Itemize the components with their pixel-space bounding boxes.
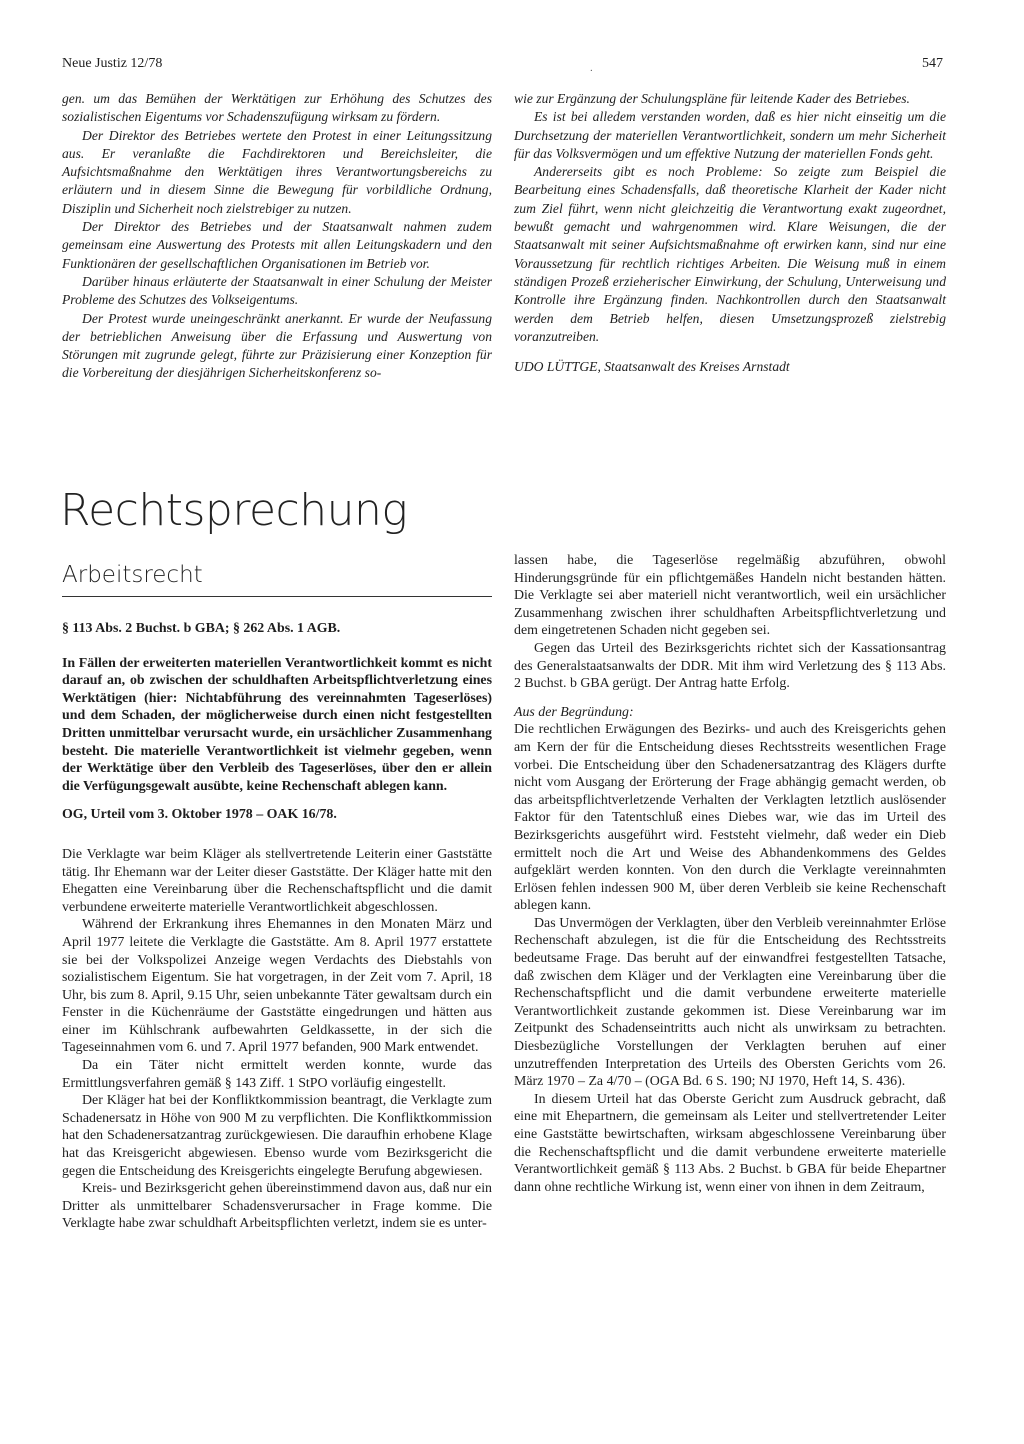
headnote: In Fällen der erweiterten materiellen Verantwortlichkeit kommt es nicht darauf an, ob zwischen der schuldhaften Arbeitspflichtverletzung eines Werktätigen (hier: Nichtabführung des vereinnahmten Tageserlöses) und dem Schaden, der möglicherweise durch einen nicht festgestellten Dritten unmittelbar verursacht wurde, ein ursächlicher Zusammenhang besteht. Die materielle Verantwortlichkeit ist vielmehr gegeben, wenn der Werktätige über den Verbleib des Tageserlöses, über den er allein die Verfügungsgewalt ausübte, keine Rechenschaft ablegen kann. [62, 655, 492, 794]
paragraph: Die Verklagte war beim Kläger als stellvertretende Leiterin einer Gaststätte tätig. Ihr Ehemann war der Leiter dieser Gaststätte. Der Kläger hatte mit den Ehegatten eine Vereinbarung über die Rechenschaftspflicht und die damit verbundene erweiterte materielle Verantwortlichkeit abgeschlossen. [62, 846, 492, 915]
paragraph: wie zur Ergänzung der Schulungspläne für leitende Kader des Betriebes. [514, 91, 910, 106]
case-left-column [62, 620, 492, 1233]
paragraph: Kreis- und Bezirksgericht gehen übereinstimmend davon aus, daß nur ein Dritter als unmittelbarer Schadensverursacher in Frage komme. Die Verklagte habe zwar schuldhaft Arbeitspflichten verletzt, indem sie es unter- [62, 1181, 492, 1232]
article-continuation-left [62, 90, 492, 383]
paragraph: lassen habe, die Tageserlöse regelmäßig abzuführen, obwohl Hinderungsgründe für ein pflichtgemäßes Handeln nicht bestanden hätten. Die Verklagte sei aber materiell nicht verantwortlich, weil ein ursächlicher Zusammenhang zwischen ihrer schuldhaften Arbeitspflichtverletzung und dem eingetretenen Schaden nicht gegeben sei. [514, 553, 946, 639]
legal-citation: § 113 Abs. 2 Buchst. b GBA; § 262 Abs. 1 AGB. [62, 621, 341, 636]
reasons-heading: Aus der Begründung: [514, 704, 634, 720]
paragraph: Es ist bei alledem verstanden worden, daß es hier nicht einseitig um die Durchsetzung der materiellen Verantwortlichkeit, sondern um mehr Sicherheit für das Volksvermögen und um effektive Nutzung der materiellen Fonds geht. [514, 109, 946, 161]
header-mark: . [590, 62, 593, 74]
paragraph: Der Direktor des Betriebes und der Staatsanwalt nahmen zudem gemeinsam eine Auswertung des Protests mit allen Leitungskadern und den Funktionären der gesellschaftlichen Organisationen im Betrieb vor. [62, 219, 492, 271]
journal-header: Neue Justiz 12/78 [62, 56, 163, 71]
subsection-title: Arbeitsrecht [62, 562, 203, 588]
page-number: 547 [922, 56, 943, 71]
paragraph: Das Unvermögen der Verklagten, über den Verbleib vereinnahmter Erlöse Rechenschaft abzulegen, ist die für die Entscheidung des Rechtsstreits bedeutsame Frage. Das beruht auf der einwandfrei festgestellten Tatsache, daß zwischen dem Kläger und der Verklagten eine Vereinbarung über die Rechenschaftspflicht und die damit verbundene erweiterte materielle Verantwortlichkeit zustande gekommen ist. Diese Vereinbarung war im Zeitpunkt des Schadenseintritts auch nicht als unwirksam zu betrachten. Diesbezügliche Vorstellungen der Verklagten beruhen auf einer unzutreffenden Interpretation des Urteils des Obersten Gerichts vom 26. März 1970 – Za 4/70 – (OGA Bd. 6 S. 190; NJ 1970, Heft 14, S. 436). [514, 915, 946, 1090]
paragraph: Der Kläger hat bei der Konfliktkommission beantragt, die Verklagte zum Schadenersatz in Höhe von 900 M zu verpflichten. Die Konfliktkommission hat den Schadenersatzantrag zurückgewiesen. Die daraufhin erhobene Klage hat das Kreisgericht abgewiesen. Ebenso wurde vom Bezirksgericht die gegen die Entscheidung des Kreisgerichts eingelegte Berufung abgewiesen. [62, 1093, 492, 1179]
paragraph: In diesem Urteil hat das Oberste Gericht zum Ausdruck gebracht, daß eine mit Ehepartnern, die gemeinsam als Leiter und stellvertretender Leiter eine Gaststätte bewirtschaften, wirksam abgeschlossene Vereinbarung über die Rechenschaftspflicht und die damit verbundene erweiterte materielle Verantwortlichkeit gemäß § 113 Abs. 2 Buchst. b GBA für beide Ehepartner dann ohne rechtliche Wirkung ist, wenn einer von ihnen in dem Zeitraum, [514, 1091, 946, 1195]
author-signoff: UDO LÜTTGE, Staatsanwalt des Kreises Arnstadt [514, 359, 790, 375]
paragraph: gen. um das Bemühen der Werktätigen zur Erhöhung des Schutzes des sozialistischen Eigentums vor Schadenszufügung wirksam zu fördern. [62, 91, 492, 125]
divider [62, 596, 492, 597]
paragraph: Darüber hinaus erläuterte der Staatsanwalt in einer Schulung der Meister Probleme des Schutzes des Volkseigentums. [62, 273, 492, 308]
article-continuation-right [514, 90, 946, 376]
paragraph: Während der Erkrankung ihres Ehemannes in den Monaten März und April 1977 leitete die Verklagte die Gaststätte. Am 8. April 1977 erstattete sie bei der Volkspolizei Anzeige wegen Verdachts des Diebstahls von sozialistischem Eigentum. Sie hat vorgetragen, in der Zeit vom 7. April, 18 Uhr, bis zum 8. April, 9.15 Uhr, seien unbekannte Täter gewaltsam durch ein Fenster in die Küchenräume der Gaststätte eingedrungen und hätten aus einer im Kühlschrank aufbewahrten Geldkassette, in der sich die Tageseinnahmen vom 6. und 7. April 1977 befanden, 900 Mark entwendet. [62, 917, 492, 1056]
paragraph: Der Direktor des Betriebes wertete den Protest in einer Leitungssitzung aus. Er veranlaßte die Fachdirektoren und Bereichsleiter, die Aufsichtsmaßnahme den Werktätigen ihres Verantwortungsbereichs zu erläutern und in diesem Sinne die Bewegung für vorbildliche Ordnung, Disziplin und Sicherheit noch zielstrebiger zu nutzen. [62, 127, 492, 216]
judgment-reference: OG, Urteil vom 3. Oktober 1978 – OAK 16/78. [62, 807, 337, 823]
paragraph: Der Protest wurde uneingeschränkt anerkannt. Er wurde der Neufassung der betrieblichen Anweisung über die Erfassung und Auswertung von Störungen mit zugrunde gelegt, führte zur Präzisierung einer Konzeption für die Vorbereitung der diesjährigen Sicherheitskonferenz so- [62, 310, 492, 381]
paragraph: Andererseits gibt es noch Probleme: So zeigte zum Beispiel die Bearbeitung eines Schadensfalls, daß theoretische Klarheit der Kader nicht zum Ziel führt, wenn nicht gleichzeitig die Verantwortung exakt zugeordnet, bewußt gemacht und wahrgenommen wird. Klare Weisungen, die der Staatsanwalt mit seiner Aufsichtsmaßnahme oft erwirken kann, sind nur eine Voraussetzung für rechtlich richtiges Arbeiten. Die Weisung muß in einem ständigen Prozeß erzieherischer Einwirkung, der Schulung, Unterweisung und Kontrolle ihre Ergänzung finden. Nachkontrollen durch den Staatsanwalt werden dem Betrieb helfen, diesen Umsetzungsprozeß zielstrebig voranzutreiben. [514, 164, 946, 344]
paragraph: Da ein Täter nicht ermittelt werden konnte, wurde das Ermittlungsverfahren gemäß § 143 Ziff. 1 StPO vorläufig eingestellt. [62, 1058, 492, 1091]
paragraph: Die rechtlichen Erwägungen des Bezirks- und auch des Kreisgerichts gehen am Kern der für die Entscheidung dieses Rechtsstreits wesentlichen Frage vorbei. Die Entscheidung über den Schadenersatzantrag des Klägers durfte nicht vom Ausgang der Erörterung der Frage abhängig gemacht werden, ob das arbeitspflichtverletzende Verhalten der Verklagten letztlich auslösender Faktor für den Tatentschluß eines Diebes war, wie das im Urteil des Bezirksgerichts ausgeführt wird. Feststeht vielmehr, daß weder ein Dieb ermittelt noch die Art und Weise des Abhandenkommens des Geldes aufgeklärt werden konnten. Von den durch die Verklagte vereinnahmten Erlösen fehlen indessen 900 M, über deren Verbleib sie keine Rechenschaft ablegen kann. [514, 722, 946, 914]
section-title: Rechtsprechung [60, 485, 408, 536]
case-right-column [514, 552, 946, 1196]
paragraph: Gegen das Urteil des Bezirksgerichts richtet sich der Kassationsantrag des Generalstaatsanwalts der DDR. Mit ihm wird Verletzung des § 113 Abs. 2 Buchst. b GBA gerügt. Der Antrag hatte Erfolg. [514, 640, 946, 692]
